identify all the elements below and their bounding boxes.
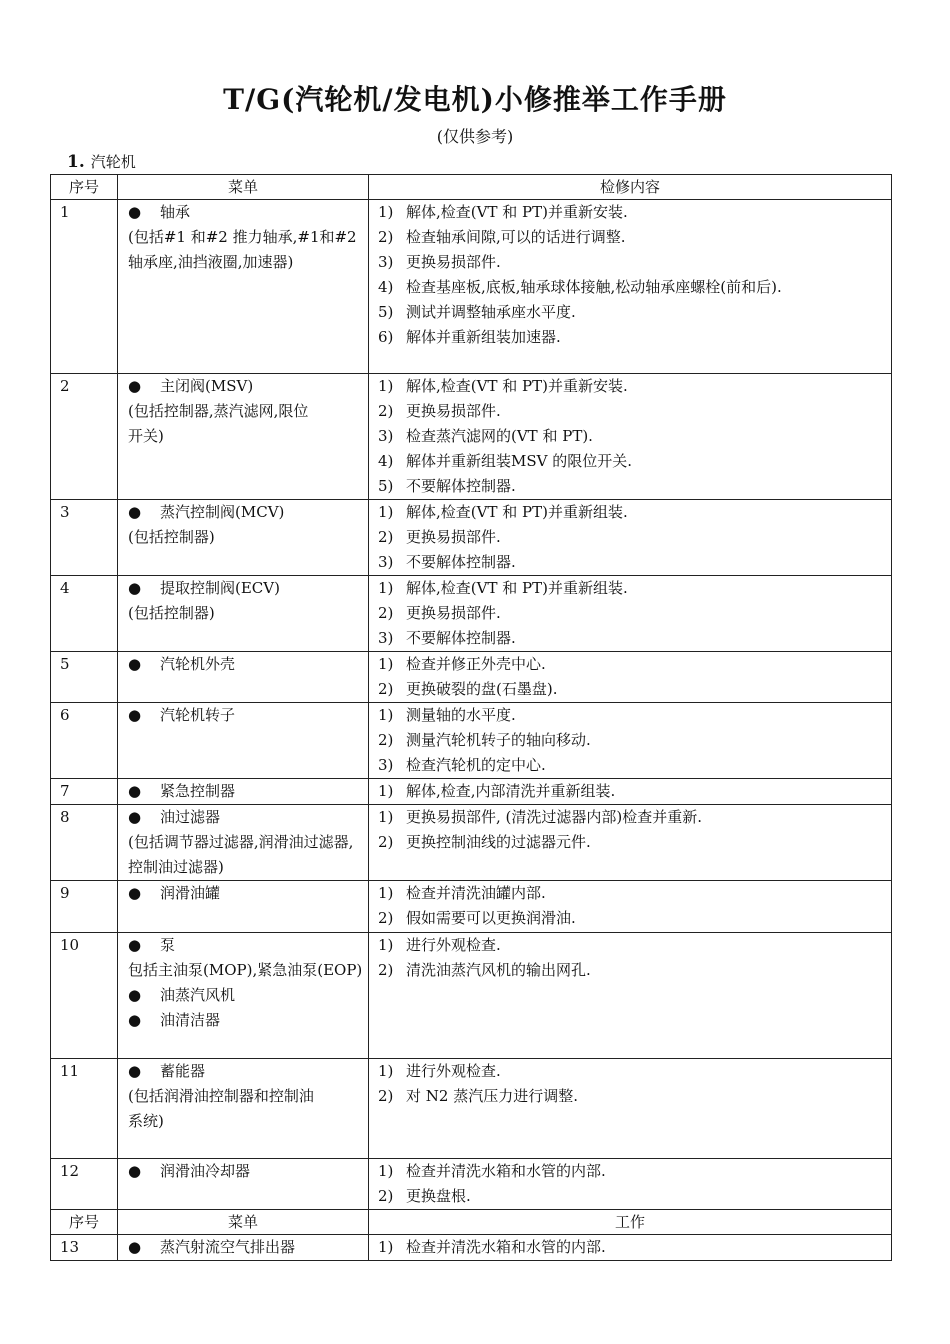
- menu-item-label: 润滑油罐: [160, 884, 221, 902]
- step-text: 检查汽轮机的定中心.: [406, 756, 546, 774]
- step-text: 测量轴的水平度.: [406, 706, 516, 724]
- step-item: [378, 1059, 891, 1084]
- step-list: [378, 200, 891, 350]
- menu-item: [118, 1235, 368, 1260]
- step-item: [378, 958, 891, 983]
- content-cell: [369, 933, 892, 1059]
- menu-note: (包括调节器过滤器,润滑油过滤器,控制油过滤器): [128, 833, 354, 876]
- step-text: 假如需要可以更换润滑油.: [406, 909, 576, 927]
- menu-cell: [118, 779, 369, 805]
- step-item: [378, 881, 891, 906]
- bullet-icon: ●: [128, 377, 142, 395]
- step-list: [378, 703, 891, 778]
- row-number: 5: [51, 652, 118, 703]
- bullet-icon: ●: [128, 782, 142, 800]
- step-text: 更换控制油线的过滤器元件.: [406, 833, 591, 851]
- menu-item-label: 油清洁器: [160, 1011, 221, 1029]
- menu-cell: [118, 652, 369, 703]
- step-text: 解体,检查(VT 和 PT)并重新组装.: [406, 579, 628, 597]
- menu-cell: [118, 703, 369, 779]
- bullet-icon: ●: [128, 884, 142, 902]
- table-row: [51, 500, 892, 576]
- table-row: [51, 200, 892, 374]
- menu-item: [118, 200, 368, 225]
- section-number: 1.: [67, 152, 85, 172]
- menu-item: [118, 703, 368, 728]
- step-list: [378, 1235, 891, 1260]
- bullet-icon: ●: [128, 579, 142, 597]
- bullet-icon: ●: [128, 203, 142, 221]
- row-number: 3: [51, 500, 118, 576]
- menu-cell: [118, 200, 369, 374]
- step-list: [378, 881, 891, 931]
- table-row: [51, 652, 892, 703]
- content-cell: [369, 500, 892, 576]
- step-number: 3): [378, 553, 394, 571]
- menu-note: (包括控制器): [128, 528, 215, 546]
- step-number: 3): [378, 629, 394, 647]
- step-text: 不要解体控制器.: [406, 477, 516, 495]
- row-number: 11: [51, 1059, 118, 1159]
- step-item: [378, 525, 891, 550]
- step-item: [378, 250, 891, 275]
- content-cell: [369, 703, 892, 779]
- header-work: 工作: [369, 1210, 892, 1235]
- step-item: [378, 225, 891, 250]
- bullet-icon: ●: [128, 986, 142, 1004]
- step-number: 1): [378, 203, 394, 221]
- content-cell: [369, 1159, 892, 1210]
- content-cell: [369, 652, 892, 703]
- step-text: 更换破裂的盘(石墨盘).: [406, 680, 558, 698]
- step-number: 4): [378, 452, 394, 470]
- step-list: [378, 779, 891, 804]
- step-text: 解体,检查(VT 和 PT)并重新安装.: [406, 203, 628, 221]
- step-text: 检查并清洗水箱和水管的内部.: [406, 1162, 606, 1180]
- content-cell: [369, 1235, 892, 1261]
- menu-item: [118, 805, 368, 830]
- row-number: 2: [51, 374, 118, 500]
- menu-item-label: 提取控制阀(ECV): [160, 579, 280, 597]
- row-number: 10: [51, 933, 118, 1059]
- menu-note: 系统): [128, 1112, 164, 1130]
- step-item: [378, 300, 891, 325]
- menu-cell: [118, 881, 369, 933]
- step-text: 更换盘根.: [406, 1187, 471, 1205]
- table-row: [51, 779, 892, 805]
- step-text: 检查并清洗油罐内部.: [406, 884, 546, 902]
- step-text: 检查基座板,底板,轴承球体接触,松动轴承座螺栓(前和后).: [406, 278, 782, 296]
- bullet-icon: ●: [128, 1062, 142, 1080]
- section-heading: [67, 151, 136, 172]
- content-cell: [369, 881, 892, 933]
- bullet-icon: ●: [128, 808, 142, 826]
- menu-item: [118, 779, 368, 804]
- step-text: 检查并修正外壳中心.: [406, 655, 546, 673]
- content-cell: [369, 200, 892, 374]
- step-item: [378, 1159, 891, 1184]
- menu-item-label: 润滑油冷却器: [160, 1162, 251, 1180]
- step-number: 5): [378, 477, 394, 495]
- step-item: [378, 399, 891, 424]
- step-text: 更换易损部件.: [406, 604, 501, 622]
- step-number: 2): [378, 731, 394, 749]
- step-list: [378, 1159, 891, 1209]
- header-seq: 序号: [51, 1210, 118, 1235]
- step-number: 5): [378, 303, 394, 321]
- step-text: 更换易损部件.: [406, 528, 501, 546]
- step-list: [378, 652, 891, 702]
- step-number: 1): [378, 706, 394, 724]
- step-item: [378, 550, 891, 575]
- step-number: 1): [378, 782, 394, 800]
- menu-item: [118, 652, 368, 677]
- step-item: [378, 805, 891, 830]
- step-number: 2): [378, 1087, 394, 1105]
- step-item: [378, 1184, 891, 1209]
- step-number: 1): [378, 808, 394, 826]
- step-item: [378, 1235, 891, 1260]
- row-number: 13: [51, 1235, 118, 1261]
- menu-item-label: 泵: [160, 936, 176, 954]
- menu-item: [118, 933, 368, 958]
- menu-item-label: 蒸汽控制阀(MCV): [160, 503, 285, 521]
- step-item: [378, 275, 891, 300]
- step-number: 2): [378, 228, 394, 246]
- header-menu: 菜单: [118, 175, 369, 200]
- row-number: 6: [51, 703, 118, 779]
- row-number: 1: [51, 200, 118, 374]
- menu-item-label: 汽轮机外壳: [160, 655, 236, 673]
- step-number: 1): [378, 884, 394, 902]
- step-list: [378, 374, 891, 499]
- step-text: 清洗油蒸汽风机的输出网孔.: [406, 961, 591, 979]
- menu-item-label: 蓄能器: [160, 1062, 206, 1080]
- table-row: [51, 1235, 892, 1261]
- menu-item: [118, 1059, 368, 1084]
- menu-item-label: 轴承: [160, 203, 191, 221]
- step-item: [378, 933, 891, 958]
- step-text: 检查蒸汽滤网的(VT 和 PT).: [406, 427, 593, 445]
- step-text: 解体,检查,内部清洗并重新组装.: [406, 782, 616, 800]
- menu-item: [118, 983, 368, 1008]
- step-item: [378, 374, 891, 399]
- row-number: 4: [51, 576, 118, 652]
- step-number: 3): [378, 427, 394, 445]
- step-text: 更换易损部件.: [406, 253, 501, 271]
- step-number: 1): [378, 655, 394, 673]
- menu-cell: [118, 500, 369, 576]
- menu-note: (包括#1 和#2 推力轴承,#1和#2 轴承座,油挡液圈,加速器): [128, 228, 357, 271]
- step-text: 检查并清洗水箱和水管的内部.: [406, 1238, 606, 1256]
- table-row: [51, 933, 892, 1059]
- step-item: [378, 703, 891, 728]
- header-seq: 序号: [51, 175, 118, 200]
- step-number: 1): [378, 377, 394, 395]
- header-content: 检修内容: [369, 175, 892, 200]
- menu-item-label: 主闭阀(MSV): [160, 377, 254, 395]
- step-number: 6): [378, 328, 394, 346]
- row-number: 8: [51, 805, 118, 881]
- step-item: [378, 576, 891, 601]
- menu-item-label: 汽轮机转子: [160, 706, 236, 724]
- step-text: 进行外观检查.: [406, 936, 501, 954]
- menu-item: [118, 374, 368, 399]
- step-number: 2): [378, 680, 394, 698]
- maintenance-table: [50, 174, 892, 1261]
- step-item: [378, 500, 891, 525]
- step-text: 更换易损部件.: [406, 402, 501, 420]
- menu-item: [118, 576, 368, 601]
- bullet-icon: ●: [128, 706, 142, 724]
- menu-item: [118, 881, 368, 906]
- step-number: 2): [378, 1187, 394, 1205]
- step-item: [378, 474, 891, 499]
- step-text: 解体,检查(VT 和 PT)并重新安装.: [406, 377, 628, 395]
- step-item: [378, 325, 891, 350]
- step-text: 解体,检查(VT 和 PT)并重新组装.: [406, 503, 628, 521]
- menu-item: [118, 1159, 368, 1184]
- table-header-row: [51, 175, 892, 200]
- table-row: [51, 1159, 892, 1210]
- header-menu: 菜单: [118, 1210, 369, 1235]
- menu-cell: [118, 1235, 369, 1261]
- step-number: 1): [378, 1062, 394, 1080]
- step-number: 1): [378, 936, 394, 954]
- step-item: [378, 424, 891, 449]
- content-cell: [369, 805, 892, 881]
- bullet-icon: ●: [128, 1238, 142, 1256]
- step-number: 3): [378, 253, 394, 271]
- menu-cell: [118, 576, 369, 652]
- menu-note: 包括主油泵(MOP),紧急油泵(EOP): [128, 961, 363, 979]
- step-text: 检查轴承间隙,可以的话进行调整.: [406, 228, 626, 246]
- bullet-icon: ●: [128, 1162, 142, 1180]
- document-title: T/G(汽轮机/发电机)小修推举工作手册: [223, 83, 727, 116]
- content-cell: [369, 1059, 892, 1159]
- step-item: [378, 728, 891, 753]
- menu-item: [118, 500, 368, 525]
- step-number: 2): [378, 909, 394, 927]
- step-text: 更换易损部件, (清洗过滤器内部)检查并重新.: [406, 808, 703, 826]
- step-text: 对 N2 蒸汽压力进行调整.: [406, 1087, 578, 1105]
- row-number: 7: [51, 779, 118, 805]
- content-cell: [369, 779, 892, 805]
- step-item: [378, 906, 891, 931]
- table-row: [51, 703, 892, 779]
- step-number: 2): [378, 833, 394, 851]
- step-number: 1): [378, 1238, 394, 1256]
- step-item: [378, 652, 891, 677]
- table-row: [51, 881, 892, 933]
- step-number: 2): [378, 604, 394, 622]
- row-number: 12: [51, 1159, 118, 1210]
- step-text: 不要解体控制器.: [406, 629, 516, 647]
- table-row: [51, 805, 892, 881]
- step-list: [378, 933, 891, 983]
- section-label: 汽轮机: [90, 153, 136, 171]
- step-number: 2): [378, 961, 394, 979]
- step-text: 测试并调整轴承座水平度.: [406, 303, 576, 321]
- step-text: 进行外观检查.: [406, 1062, 501, 1080]
- table-row: [51, 374, 892, 500]
- step-list: [378, 805, 891, 855]
- step-number: 1): [378, 1162, 394, 1180]
- menu-cell: [118, 374, 369, 500]
- step-item: [378, 200, 891, 225]
- document-subtitle: (仅供参考): [436, 127, 514, 146]
- content-cell: [369, 576, 892, 652]
- step-number: 1): [378, 579, 394, 597]
- menu-cell: [118, 1059, 369, 1159]
- step-list: [378, 500, 891, 575]
- menu-note: (包括润滑油控制器和控制油: [128, 1087, 314, 1105]
- step-item: [378, 601, 891, 626]
- step-list: [378, 576, 891, 651]
- step-item: [378, 1084, 891, 1109]
- step-number: 3): [378, 756, 394, 774]
- menu-note: (包括控制器): [128, 604, 215, 622]
- menu-item: [118, 1008, 368, 1033]
- step-number: 2): [378, 528, 394, 546]
- step-number: 2): [378, 402, 394, 420]
- bullet-icon: ●: [128, 936, 142, 954]
- step-text: 解体并重新组装加速器.: [406, 328, 561, 346]
- step-item: [378, 626, 891, 651]
- bullet-icon: ●: [128, 503, 142, 521]
- menu-cell: [118, 1159, 369, 1210]
- bullet-icon: ●: [128, 1011, 142, 1029]
- menu-cell: [118, 805, 369, 881]
- row-number: 9: [51, 881, 118, 933]
- menu-item-label: 油过滤器: [160, 808, 221, 826]
- bullet-icon: ●: [128, 655, 142, 673]
- step-text: 解体并重新组装MSV 的限位开关.: [406, 452, 633, 470]
- menu-item-label: 紧急控制器: [160, 782, 236, 800]
- table-row: [51, 1059, 892, 1159]
- step-text: 不要解体控制器.: [406, 553, 516, 571]
- content-cell: [369, 374, 892, 500]
- step-item: [378, 779, 891, 804]
- menu-note: 开关): [128, 427, 164, 445]
- step-item: [378, 753, 891, 778]
- menu-item-label: 油蒸汽风机: [160, 986, 236, 1004]
- table-header-row-2: [51, 1210, 892, 1235]
- menu-item-label: 蒸汽射流空气排出器: [160, 1238, 296, 1256]
- menu-note: (包括控制器,蒸汽滤网,限位: [128, 402, 309, 420]
- step-item: [378, 677, 891, 702]
- table-row: [51, 576, 892, 652]
- step-item: [378, 830, 891, 855]
- step-number: 4): [378, 278, 394, 296]
- menu-cell: [118, 933, 369, 1059]
- step-list: [378, 1059, 891, 1109]
- step-item: [378, 449, 891, 474]
- step-text: 测量汽轮机转子的轴向移动.: [406, 731, 591, 749]
- step-number: 1): [378, 503, 394, 521]
